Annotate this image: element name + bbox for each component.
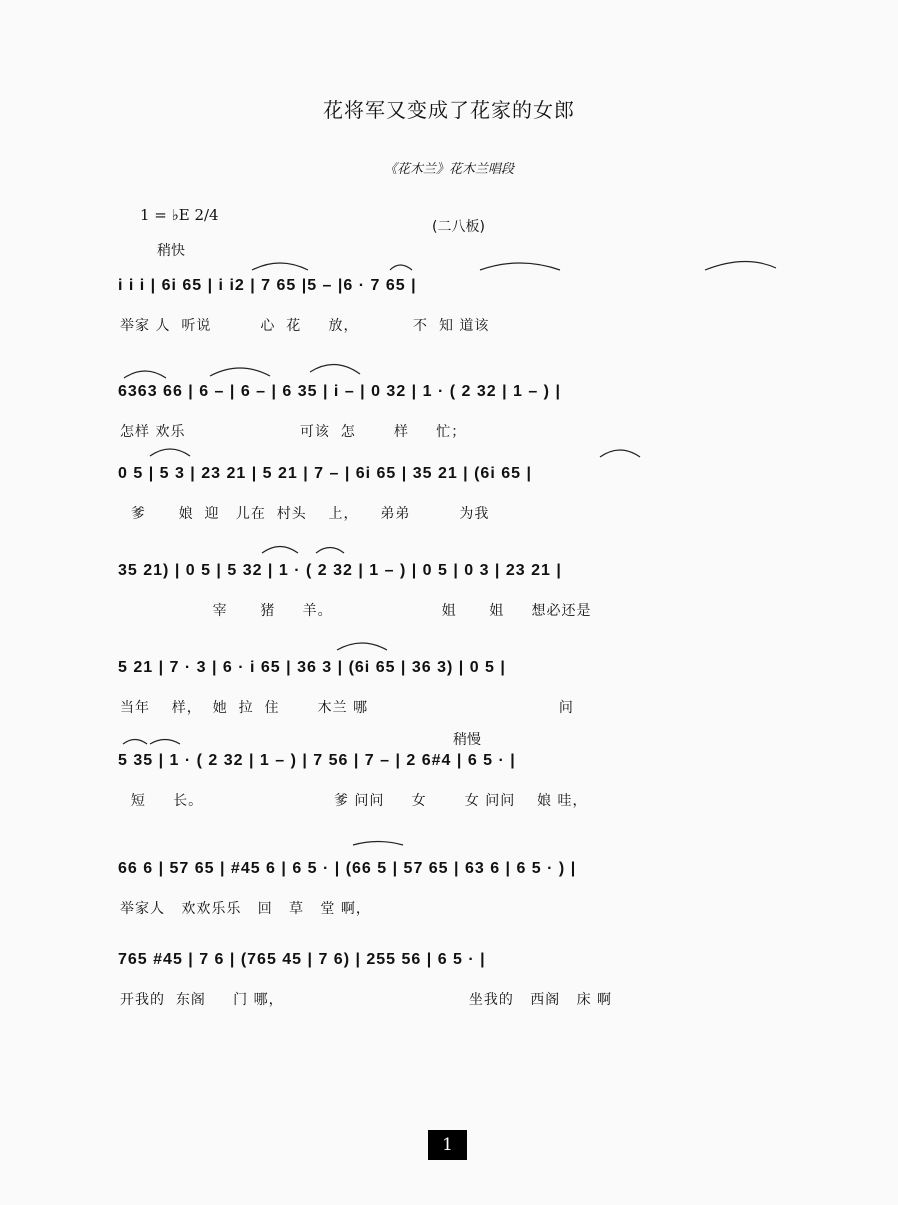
lyrics-line: 爹 娘 迎 儿在 村头 上， 弟弟 为我 (120, 506, 490, 522)
jianpu-notes: i i i | 6i 65 | i i2 | 7 65 |5 – |6 · 7 65 | (118, 277, 417, 294)
slur-mark (150, 740, 180, 745)
jianpu-notes: 5 35 | 1 · ( 2 32 | 1 – ) | 7 56 | 7 – | 2 6#4 | 6 5 · | (118, 752, 516, 769)
slur-mark (310, 364, 360, 374)
slur-mark (705, 261, 776, 270)
lyrics-line: 宰 猪 羊。 姐 姐 想必还是 (120, 603, 592, 619)
tempo-mark: 稍快 (157, 243, 185, 259)
slur-mark (124, 371, 166, 378)
slur-mark (600, 450, 640, 457)
jianpu-notes: 6363 66 | 6 – | 6 – | 6 35 | i – | 0 32 | 1 · ( 2 32 | 1 – ) | (118, 383, 561, 400)
lyrics-line: 当年 样， 她 拉 住 木兰 哪 问 (120, 700, 574, 716)
lyrics-line: 举家人 欢欢乐乐 回 草 堂 啊， (120, 901, 371, 917)
slur-mark (353, 842, 403, 846)
slur-mark (210, 368, 270, 376)
slur-mark (390, 265, 412, 270)
tempo-mark-slow: 稍慢 (453, 732, 481, 748)
song-title: 花将军又变成了花家的女郎 (323, 98, 575, 122)
slur-mark (150, 449, 190, 456)
jianpu-notes: 66 6 | 57 65 | #45 6 | 6 5 · | (66 5 | 57 65 | 63 6 | 6 5 · ) | (118, 860, 577, 877)
jianpu-notes: 35 21) | 0 5 | 5 32 | 1 · ( 2 32 | 1 – ) | 0 5 | 0 3 | 23 21 | (118, 562, 562, 579)
key-signature: 1 = ♭E 2/4 (140, 206, 219, 224)
slur-mark (252, 263, 308, 270)
slur-mark (262, 547, 298, 554)
page-number: 1 (428, 1130, 467, 1160)
slur-mark (337, 643, 387, 650)
slur-mark (316, 548, 344, 554)
slur-mark (480, 263, 560, 270)
jianpu-notes: 5 21 | 7 · 3 | 6 · i 65 | 36 3 | (6i 65 | 36 3) | 0 5 | (118, 659, 506, 676)
banshi-label: (二八板) (432, 219, 485, 235)
jianpu-notes: 0 5 | 5 3 | 23 21 | 5 21 | 7 – | 6i 65 | 35 21 | (6i 65 | (118, 465, 532, 482)
lyrics-line: 开我的 东阁 门 哪， 坐我的 西阁 床 啊 (120, 992, 613, 1008)
lyrics-line: 短 长。 爹 问问 女 女 问问 娘 哇， (120, 793, 588, 809)
jianpu-notes: 765 #45 | 7 6 | (765 45 | 7 6) | 255 56 | 6 5 · | (118, 951, 486, 968)
song-subtitle: 《花木兰》花木兰唱段 (383, 162, 514, 177)
lyrics-line: 举家 人 听说 心 花 放， 不 知 道该 (120, 318, 490, 334)
lyrics-line: 怎样 欢乐 可该 怎 样 忙； (120, 424, 467, 440)
slur-mark (123, 740, 147, 745)
